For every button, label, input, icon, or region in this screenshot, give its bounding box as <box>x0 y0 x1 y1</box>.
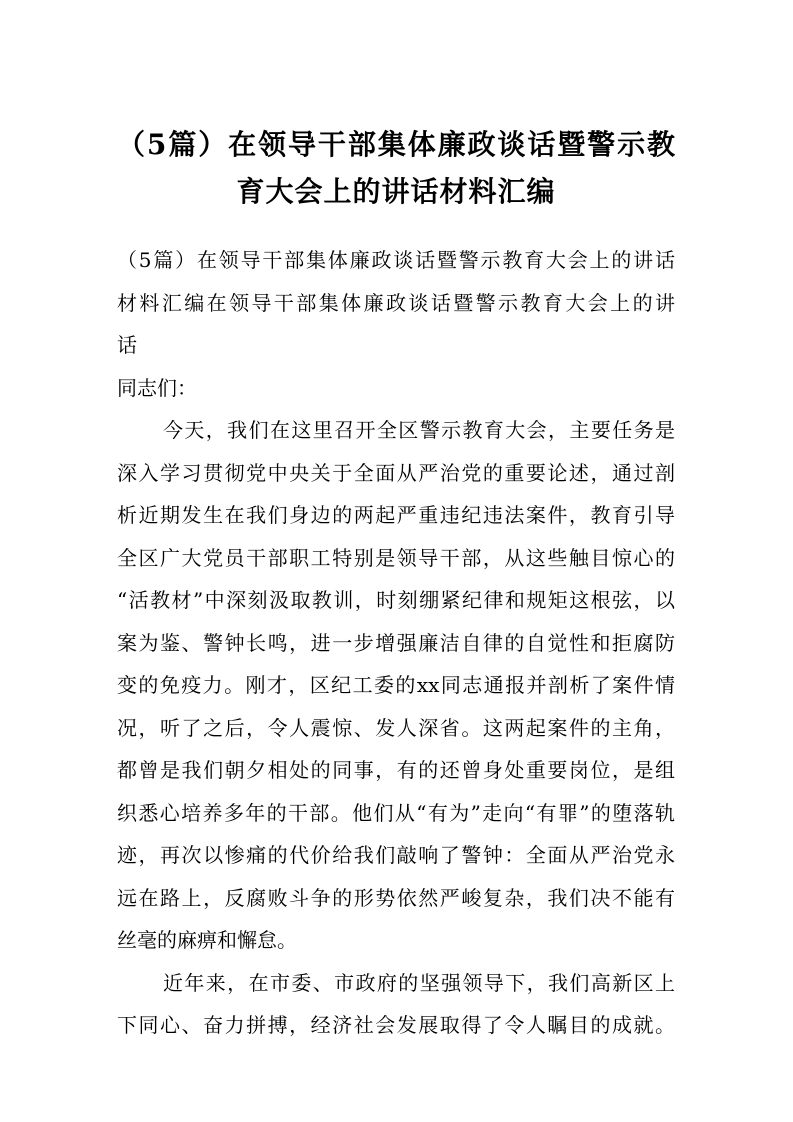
title-line: （5篇）在领导干部集体廉政谈话暨警示教 <box>117 128 675 161</box>
document-body <box>117 239 675 1047</box>
paragraph-line: 都曾是我们朝夕相处的同事，有的还曾身处重要岗位，是组 <box>117 758 675 782</box>
paragraph-salutation <box>117 367 675 410</box>
paragraph-line: 深入学习贯彻党中央关于全面从严治党的重要论述，通过剖 <box>117 460 675 485</box>
paragraph-subtitle <box>117 239 675 367</box>
paragraph-line: 今天，我们在这里召开全区警示教育大会，主要任务是 <box>163 418 675 442</box>
paragraph-line: 案为鉴、警钟长鸣，进一步增强廉洁自律的自觉性和拒腐防 <box>117 630 675 655</box>
paragraph-line: 织悉心培养多年的干部。他们从“有为”走向“有罪”的堕落轨 <box>117 800 675 825</box>
paragraph-line: 析近期发生在我们身边的两起严重违纪违法案件，教育引导 <box>117 503 675 527</box>
paragraph-line: “活教材”中深刻汲取教训，时刻绷紧纪律和规矩这根弦，以 <box>117 588 675 612</box>
paragraph-line: 远在路上，反腐败斗争的形势依然严峻复杂，我们决不能有 <box>117 885 675 910</box>
document-title <box>117 121 675 215</box>
paragraph-line: 话 <box>117 333 137 357</box>
paragraph-line: 变的免疫力。刚才，区纪工委的xx同志通报并剖析了案件情 <box>117 673 675 697</box>
paragraph-line: （5篇）在领导干部集体廉政谈话暨警示教育大会上的讲话 <box>117 248 675 272</box>
paragraph-body <box>117 409 675 962</box>
paragraph-line: 丝毫的麻痹和懈怠。 <box>117 928 297 952</box>
title-line: 育大会上的讲话材料汇编 <box>236 175 556 208</box>
paragraph-line: 下同心、奋力拼搏，经济社会发展取得了令人瞩目的成就。 <box>117 1013 675 1037</box>
paragraph-line: 材料汇编在领导干部集体廉政谈话暨警示教育大会上的讲 <box>117 290 675 315</box>
salutation-line: 同志们： <box>117 375 197 400</box>
paragraph-line: 近年来，在市委、市政府的坚强领导下，我们高新区上 <box>163 970 675 995</box>
paragraph-line: 况，听了之后，令人震惊、发人深省。这两起案件的主角， <box>117 715 675 740</box>
paragraph-line: 全区广大党员干部职工特别是领导干部，从这些触目惊心的 <box>117 545 675 570</box>
paragraph-line: 迹，再次以惨痛的代价给我们敲响了警钟：全面从严治党永 <box>117 843 675 867</box>
paragraph-body <box>117 962 675 1047</box>
